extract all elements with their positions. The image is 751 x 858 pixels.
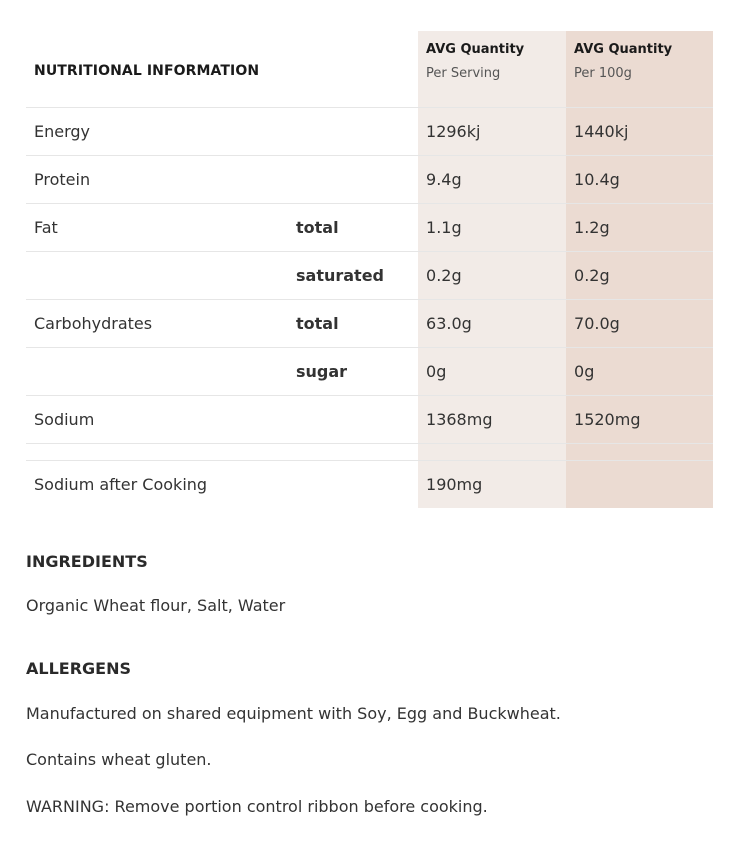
per-100g-header-main: AVG Quantity: [574, 42, 673, 57]
table-row-sodium: [26, 396, 713, 444]
allergens-heading: ALLERGENS: [26, 659, 131, 678]
row-serving-value: 1368mg: [418, 396, 566, 444]
row-serving-value: 9.4g: [418, 156, 566, 204]
row-serving-value: 0g: [418, 348, 566, 396]
spacer-cell: [26, 444, 288, 461]
per-serving-header-main: AVG Quantity: [426, 42, 525, 57]
table-row-fat-total: [26, 204, 713, 252]
table-row-carbohydrates-sugar: [26, 348, 713, 396]
ingredients-heading: INGREDIENTS: [26, 552, 148, 571]
table-row-energy: [26, 108, 713, 156]
table-row-protein: [26, 156, 713, 204]
row-sub-label: [288, 461, 418, 509]
row-sub-label: [288, 108, 418, 156]
row-label: [26, 348, 288, 396]
row-serving-value: 63.0g: [418, 300, 566, 348]
per-serving-header: [418, 31, 566, 108]
nutrition-table: [26, 31, 713, 508]
row-sub-label: [288, 156, 418, 204]
row-sub-label: total: [288, 300, 418, 348]
spacer-cell: [288, 444, 418, 461]
row-label: Carbohydrates: [26, 300, 288, 348]
per-100g-header-sub: Per 100g: [574, 66, 632, 81]
row-sub-label: sugar: [288, 348, 418, 396]
per-serving-header-sub: Per Serving: [426, 66, 501, 81]
row-serving-value: 1.1g: [418, 204, 566, 252]
row-100g-value: 0g: [566, 348, 713, 396]
allergens-warning: WARNING: Remove portion control ribbon before cooking.: [26, 797, 488, 816]
row-100g-value: 70.0g: [566, 300, 713, 348]
row-serving-value: 1296kj: [418, 108, 566, 156]
row-label: Sodium after Cooking: [26, 461, 288, 509]
allergens-shared-equipment: Manufactured on shared equipment with Soy, Egg and Buckwheat.: [26, 704, 561, 723]
per-100g-header: [566, 31, 713, 108]
table-row-sodium-after-cooking: [26, 461, 713, 509]
row-label: Energy: [26, 108, 288, 156]
ingredients-text: Organic Wheat flour, Salt, Water: [26, 596, 286, 615]
row-label: Protein: [26, 156, 288, 204]
row-label: [26, 252, 288, 300]
table-title-cell: [26, 31, 418, 108]
row-sub-label: saturated: [288, 252, 418, 300]
table-row-carbohydrates-total: [26, 300, 713, 348]
table-header-row: [26, 31, 713, 108]
row-label: Fat: [26, 204, 288, 252]
table-title: NUTRITIONAL INFORMATION: [34, 62, 260, 79]
row-100g-value: [566, 461, 713, 509]
spacer-cell: [418, 444, 566, 461]
spacer-cell: [566, 444, 713, 461]
row-serving-value: 0.2g: [418, 252, 566, 300]
table-row-fat-saturated: [26, 252, 713, 300]
row-100g-value: 1520mg: [566, 396, 713, 444]
row-100g-value: 0.2g: [566, 252, 713, 300]
row-sub-label: [288, 396, 418, 444]
allergens-gluten: Contains wheat gluten.: [26, 750, 212, 769]
row-100g-value: 1.2g: [566, 204, 713, 252]
row-serving-value: 190mg: [418, 461, 566, 509]
table-spacer-row: [26, 444, 713, 461]
row-label: Sodium: [26, 396, 288, 444]
row-100g-value: 1440kj: [566, 108, 713, 156]
row-sub-label: total: [288, 204, 418, 252]
row-100g-value: 10.4g: [566, 156, 713, 204]
